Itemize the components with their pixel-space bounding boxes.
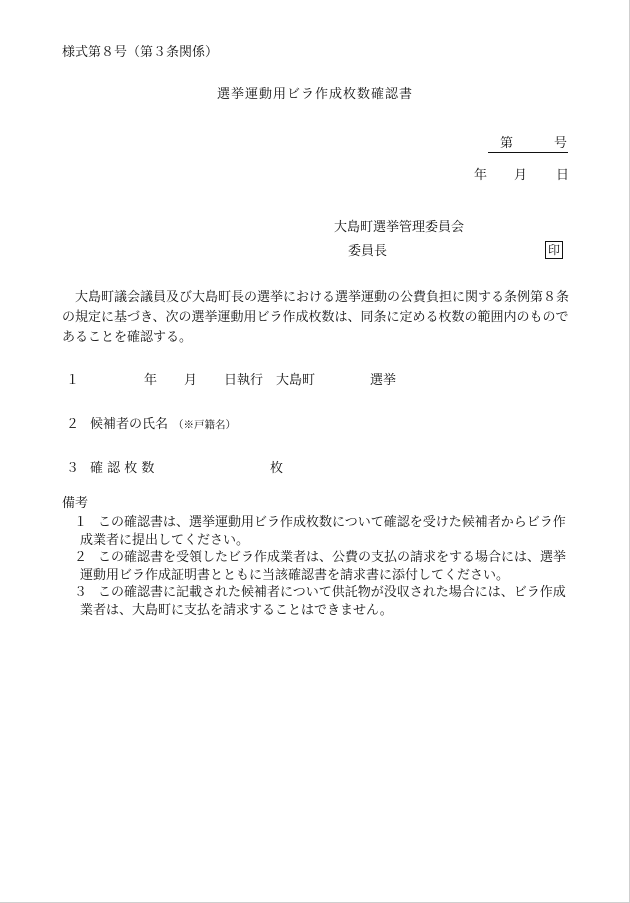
item-confirmed-count xyxy=(62,461,570,477)
item1-number: １ xyxy=(66,373,80,388)
item3-unit: 枚 xyxy=(270,461,284,476)
document-title-text: 選挙運動用ビラ作成枚数確認書 xyxy=(216,87,413,102)
issue-date-field xyxy=(474,168,570,184)
remark-item xyxy=(62,514,572,550)
form-number: 様式第８号（第３条関係） xyxy=(62,45,219,60)
remark-text: この確認書を受領したビラ作成業者は、公費の支払の請求をする場合には、選挙運動用ビラ作成証明書とともに当該確認書を請求書に添付してください。 xyxy=(80,550,567,583)
item1-election: 選挙 xyxy=(370,373,397,388)
remark-item xyxy=(62,584,572,620)
remark-item xyxy=(62,549,572,585)
date-month: 月 xyxy=(514,168,528,183)
item-candidate-name xyxy=(62,417,570,433)
item1-town: 大島町 xyxy=(276,373,316,388)
document-title xyxy=(0,87,630,103)
remark-number: ２ xyxy=(74,550,88,565)
item1-year: 年 xyxy=(144,373,158,388)
item-election-date xyxy=(62,373,570,389)
seal-mark: 印 xyxy=(545,241,563,259)
item1-month: 月 xyxy=(184,373,198,388)
number-suffix: 号 xyxy=(554,136,568,151)
item2-label: 候補者の氏名 xyxy=(90,417,169,432)
item2-note: （※戸籍名） xyxy=(173,419,236,431)
date-day: 日 xyxy=(556,168,570,183)
remark-text: この確認書は、選挙運動用ビラ作成枚数について確認を受けた候補者からビラ作成業者に提出してください。 xyxy=(80,515,566,548)
confirmation-statement: 大島町議会議員及び大島町長の選挙における選挙運動の公費負担に関する条例第８条の規定に基づき、次の選挙運動用ビラ作成枚数は、同条に定める枚数の範囲内のものであることを確認する。 xyxy=(62,290,570,345)
item3-label: 確 認 枚 数 xyxy=(90,461,155,476)
remark-text: この確認書に記載された候補者について供託物が没収された場合には、ビラ作成業者は、大島町に支払を請求することはできません。 xyxy=(80,585,566,618)
remark-number: １ xyxy=(74,515,88,530)
date-year: 年 xyxy=(474,168,488,183)
issuer-organization: 大島町選挙管理委員会 xyxy=(334,220,465,235)
issuer-chair-label: 委員長 xyxy=(348,244,388,259)
number-prefix: 第 xyxy=(500,136,514,151)
remarks-heading: 備考 xyxy=(62,496,89,511)
item2-number: ２ xyxy=(66,417,80,432)
item1-day-exec: 日執行 xyxy=(224,373,264,388)
document-number-field xyxy=(488,136,568,153)
remark-number: ３ xyxy=(74,585,88,600)
item3-number: ３ xyxy=(66,461,80,476)
